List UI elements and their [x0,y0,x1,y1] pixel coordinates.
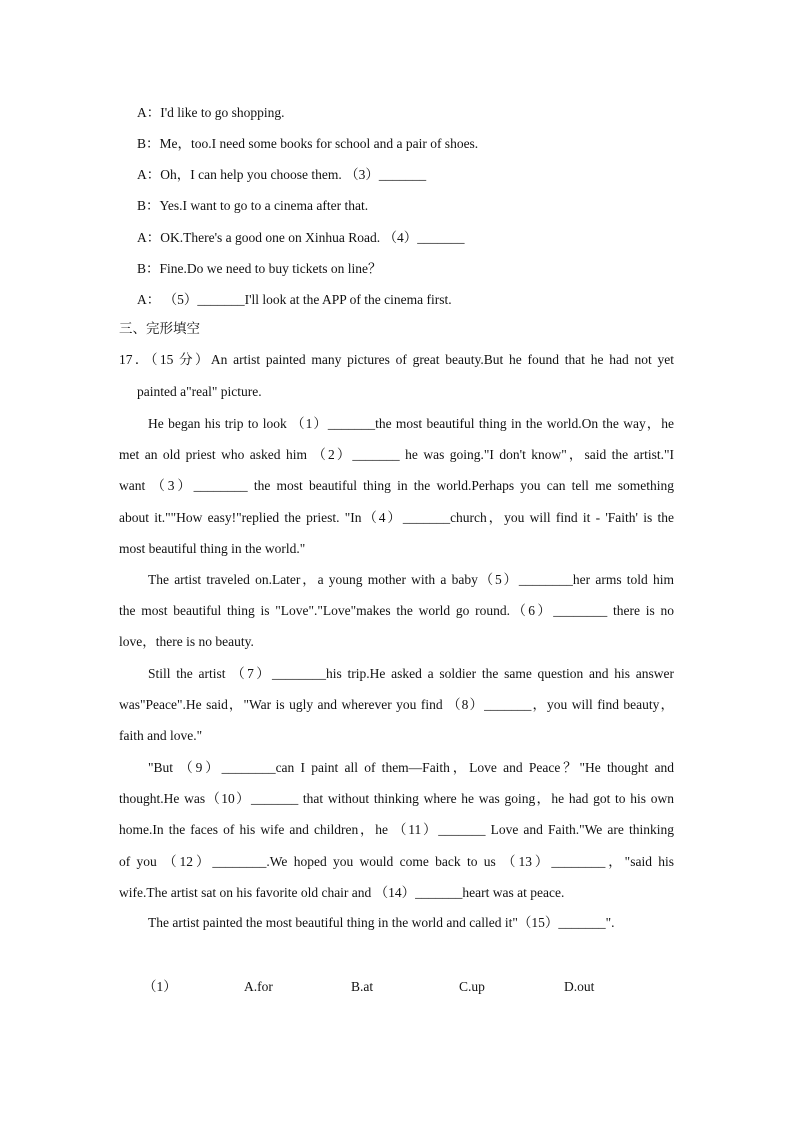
option-a[interactable]: A.for [244,979,273,994]
passage-line: faith and love." [119,728,203,744]
option-row-1 [0,978,794,998]
passage-line: love，there is no beauty. [119,634,254,650]
option-number: （1） [143,979,177,994]
passage-line: "But （9）________can I paint all of them—Faith，Love and Peace？"He thought and [148,760,674,775]
dialogue-line-5: A：OK.There's a good one on Xinhua Road. （4）_______ [137,230,465,245]
passage-line: most beautiful thing in the world." [119,540,306,556]
passage-paragraph-5 [119,907,674,938]
dialogue-line-3: A：Oh，I can help you choose them. （3）_______ [137,167,427,182]
passage-line: The artist painted the most beautiful thing in the world and called it"（15）_______". [148,915,615,930]
passage-paragraph-3 [119,658,674,752]
dialogue-line-1: A：I'd like to go shopping. [137,105,285,120]
passage-line: about it.""How easy!"replied the priest. "In（4）_______church，you will find it - 'Faith' is the [119,509,674,525]
dialogue-line-7: A： （5）_______I'll look at the APP of the cinema first. [137,292,452,307]
passage-line: the most beautiful thing is "Love"."Love"makes the world go round.（6）________ there is no [119,603,674,619]
passage-paragraph-1 [119,408,674,564]
passage-line: met an old priest who asked him （2）_______ he was going."I don't know"，said the artist."I [119,447,674,463]
passage-line: He began his trip to look （1）_______the most beautiful thing in the world.On the way，he [148,416,674,431]
passage-paragraph-4 [119,752,674,908]
passage-line: of you （12）________.We hoped you would come back to us （13）________，"said his [119,853,674,869]
dialogue-line-6: B：Fine.Do we need to buy tickets on line？ [137,261,382,276]
passage-line: was"Peace".He said，"War is ugly and wherever you find （8）_______，you will find beauty， [119,697,674,713]
passage-line: thought.He was（10）_______ that without thinking where he was going，he had got to his own [119,791,674,807]
dialogue-line-4: B：Yes.I want to go to a cinema after that. [137,198,369,213]
question-head-line-2: painted a"real" picture. [137,384,262,399]
passage-line: wife.The artist sat on his favorite old chair and （14）_______heart was at peace. [119,884,565,900]
option-d[interactable]: D.out [564,979,595,994]
dialogue-line-2: B：Me，too.I need some books for school and a pair of shoes. [137,136,479,151]
passage-line: The artist traveled on.Later，a young mother with a baby（5）________her arms told him [148,572,674,587]
passage-line: home.In the faces of his wife and children，he （11）_______ Love and Faith."We are thinking [119,822,674,838]
option-c[interactable]: C.up [459,979,485,994]
passage-paragraph-2 [119,564,674,658]
passage-line: want （3）________ the most beautiful thing in the world.Perhaps you can tell me something [119,478,674,494]
question-head-line-1: 17．（15 分）An artist painted many pictures of great beauty.But he found that he had not yet [119,352,674,367]
passage-line: Still the artist （7）________his trip.He asked a soldier the same question and his answer [148,666,674,681]
section-title: 三、完形填空 [119,321,200,336]
option-b[interactable]: B.at [351,979,374,994]
